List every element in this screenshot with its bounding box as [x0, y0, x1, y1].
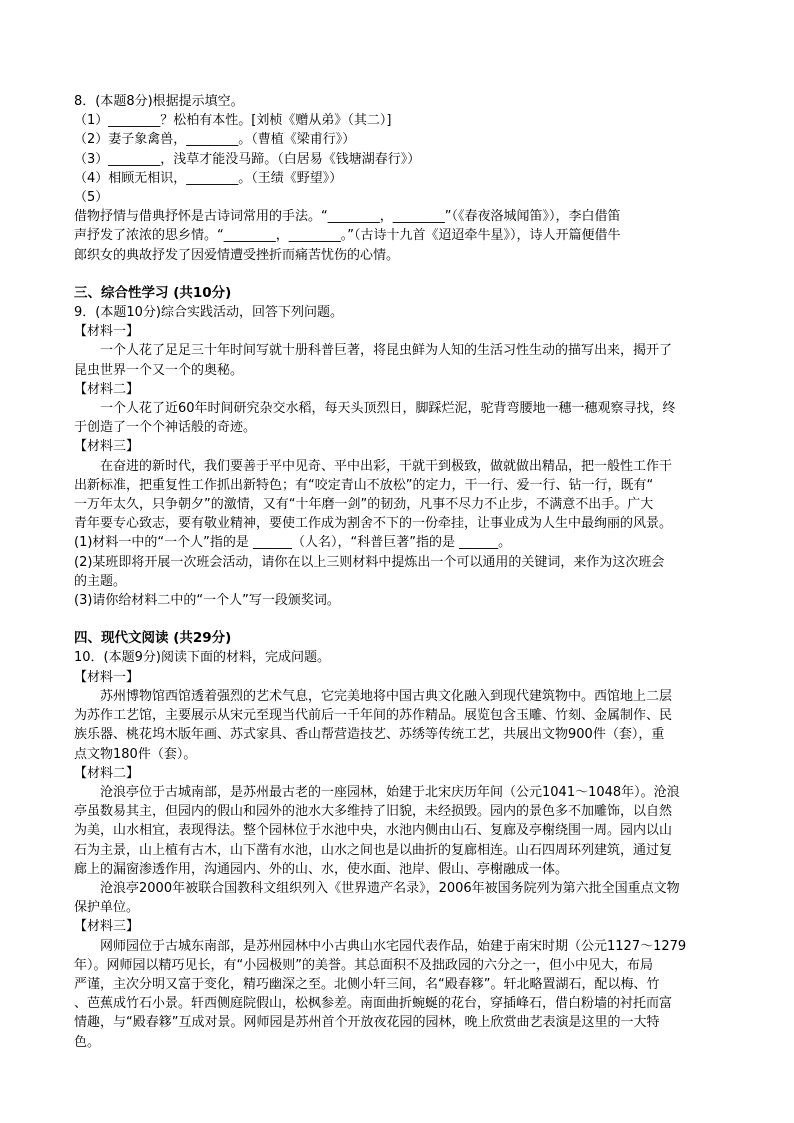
section-4	[74, 629, 724, 1051]
question-8-item5-line-1: 借物抒情与借典抒怀是古诗词常用的手法。“________，________”（《春夜洛城闻笛》），李白借笛	[74, 209, 621, 225]
exam-page	[74, 92, 724, 1052]
reading-material-1-line-2: 为苏作工艺馆，主要展示从宋元至现当代前后一千年间的苏作精品。展览包含玉雕、竹刻、金属制作、民	[74, 708, 673, 724]
reading-material-3-line-5: 情趣，与“殿春簃”互成对景。网师园是苏州首个开放夜花园的园林，晚上欣赏曲艺表演是这里的一大特	[74, 1015, 660, 1031]
reading-material-3-line-2: 年）。网师园以精巧见长，有“小园极则”的美誉。其总面积不及拙政园的六分之一，但小中见大，布局	[74, 957, 653, 973]
section-4-title: 四、现代文阅读 (共29分)	[74, 630, 232, 647]
material-3-line-4: 青年要专心致志，要有敬业精神，要使工作成为割舍不下的一份牵挂，让事业成为人生中最绚丽的风景。	[74, 516, 673, 532]
material-2-line-2: 于创造了一个个神话般的奇迹。	[74, 420, 257, 436]
reading-material-2-line-2: 亭虽数易其主，但园内的假山和园外的池水大多维持了旧貌，未经损毁。园内的景色多不加雕饰，以自然	[74, 804, 673, 820]
section-3-title: 三、综合性学习 (共10分)	[74, 284, 232, 301]
material-2-label: 【材料二】	[74, 381, 140, 397]
question-8-line-1: （1）________？松柏有本性。[刘桢《赠从弟》（其二）]	[74, 113, 392, 129]
reading-material-2-line-3: 为美，山水相宜，表现得法。整个园林位于水池中央，水池内侧由山石、复廊及亭榭绕围一周。园内以山	[74, 823, 673, 839]
material-3-label: 【材料三】	[74, 439, 140, 455]
reading-material-3-label: 【材料三】	[74, 919, 140, 935]
reading-material-2-label: 【材料二】	[74, 765, 140, 781]
reading-material-3-line-6: 色。	[74, 1034, 101, 1050]
section-3	[74, 284, 724, 610]
reading-material-2-line-4: 石为主景，山上植有古木，山下凿有水池，山水之间也是以曲折的复廊相连。山石四周环列建筑，通过复	[74, 842, 673, 858]
material-1-line-1: 一个人花了足足三十年时间写就十册科普巨著，将昆虫鲜为人知的生活习性生动的描写出来，揭开了	[100, 343, 673, 359]
material-1-line-2: 昆虫世界一个又一个的奥秘。	[74, 362, 244, 378]
question-8-line-5: （5）	[74, 190, 109, 206]
reading-material-2-line-7: 保护单位。	[74, 900, 140, 916]
reading-material-3-line-1: 网师园位于古城东南部，是苏州园林中小古典山水宅园代表作品，始建于南宋时期（公元1127～1279	[100, 938, 687, 954]
material-3-line-1: 在奋进的新时代，我们要善于平中见奇、平中出彩，干就干到极致，做就做出精品，把一般性工作干	[100, 458, 673, 474]
question-8-line-2: （2）妻子象禽兽，________。（曹植《梁甫行》）	[74, 132, 356, 148]
subquestion-3: (3)请你给材料二中的“一个人”写一段颁奖词。	[74, 593, 340, 609]
question-8-line-3: （3）________，浅草才能没马蹄。（白居易《钱塘湖春行》）	[74, 151, 421, 167]
question-8-line-4: （4）相顾无相识，________。（王绩《野望》）	[74, 170, 343, 186]
reading-material-1-line-3: 族乐器、桃花坞木版年画、苏式家具、香山帮营造技艺、苏绣等传统工艺，共展出文物900件（套），重	[74, 727, 665, 743]
question-8	[74, 92, 724, 265]
question-10-stem: 10．(本题9分)阅读下面的材料，完成问题。	[74, 650, 330, 666]
material-3-line-3: 一万年太久，只争朝夕”的激情，又有“十年磨一剑”的韧劲，凡事不尽力不止步，不满意不出手。广大	[74, 497, 654, 513]
material-1-label: 【材料一】	[74, 324, 140, 340]
reading-material-2-line-6: 沧浪亭2000年被联合国教科文组织列入《世界遗产名录》，2006年被国务院列为第六批全国重点文物	[100, 880, 680, 896]
reading-material-3-line-3: 严谨，主次分明又富于变化，精巧幽深之至。北侧小轩三间，名“殿春簃”。轩北略置湖石，配以梅、竹	[74, 976, 660, 992]
question-8-item5-line-3: 郎织女的典故抒发了因爱情遭受挫折而痛苦忧伤的心情。	[74, 247, 400, 263]
reading-material-3-line-4: 、芭蕉成竹石小景。轩西侧庭院假山，松枫参差。南面曲折蜿蜒的花台，穿插峰石，借白粉墙的衬托而富	[74, 996, 673, 1012]
subquestion-1: (1)材料一中的“一个人”指的是 ______（人名），“科普巨著”指的是 ______。	[74, 535, 512, 551]
question-9-stem: 9．(本题10分)综合实践活动，回答下列问题。	[74, 305, 343, 321]
question-8-stem: 8．(本题8分)根据提示填空。	[74, 94, 244, 109]
subquestion-2-line-1: (2)某班即将开展一次班会活动，请你在以上三则材料中提炼出一个可以通用的关键词，来作为这次班会	[74, 554, 665, 570]
question-8-item5-line-2: 声抒发了浓浓的思乡情。“________，________。”（古诗十九首《迢迢牵牛星》），诗人开篇便借牛	[74, 228, 621, 244]
reading-material-1-label: 【材料一】	[74, 669, 140, 685]
reading-material-2-line-1: 沧浪亭位于古城南部，是苏州最古老的一座园林，始建于北宋庆历年间（公元1041～1048年）。沧浪	[100, 784, 680, 800]
reading-material-1-line-1: 苏州博物馆西馆透着强烈的艺术气息，它完美地将中国古典文化融入到现代建筑物中。西馆地上二层	[100, 688, 673, 704]
reading-material-2-line-5: 廊上的漏窗渗透作用，沟通园内、外的山、水，使水面、池岸、假山、亭榭融成一体。	[74, 861, 569, 877]
material-2-line-1: 一个人花了近60年时间研究杂交水稻，每天头顶烈日，脚踩烂泥，驼背弯腰地一穗一穗观察寻找，终	[100, 401, 676, 417]
reading-material-1-line-4: 点文物180件（套）。	[74, 746, 197, 762]
subquestion-2-line-2: 的主题。	[74, 573, 127, 589]
material-3-line-2: 出新标准，把重复性工作抓出新特色；有“咬定青山不放松”的定力，干一行、爱一行、钻一行，既有“	[74, 477, 654, 493]
